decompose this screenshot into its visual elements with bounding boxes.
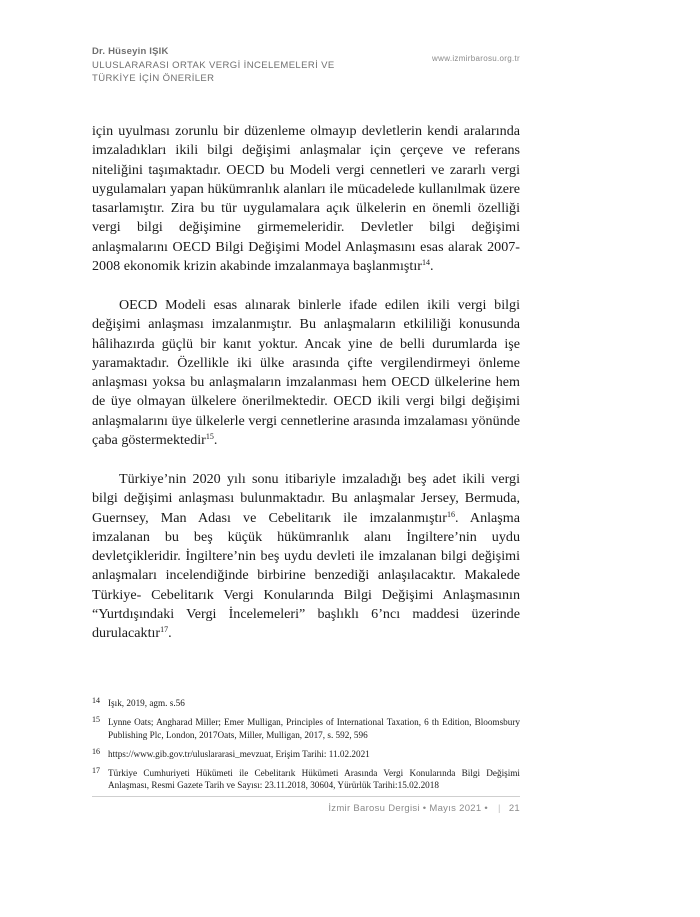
article-title-line-1: ULUSLARARASI ORTAK VERGİ İNCELEMELERİ VE (92, 60, 335, 71)
paragraph-3: Türkiye’nin 2020 yılı sonu itibariyle imzaladığı beş adet ikili vergi bilgi değişimi anlaşması bulunmaktadır. Bu anlaşmalar Jersey, Bermuda, Guernsey, Man Adası ve Cebelitarık ile imzalanmıştır$^{16}$. Anlaşma imzalanan bu beş küçük hükümranlık alanı İngiltere’nin uydu devletçikleridir. İngiltere’nin beş uydu devleti ile imzalanan bilgi değişimi anlaşmaları incelendiğinde birbirine benzediği anlaşılacaktır. Makalede Türkiye- Cebelitarık Vergi Konularında Bilgi Değişimi Anlaşmasının “Yurtdışındaki Vergi İncelemeleri” başlıklı 6’ncı maddesi üzerinde durulacaktır$^{17}$. (92, 470, 520, 642)
journal-name: İzmir Barosu Dergisi • Mayıs 2021 • (328, 803, 489, 814)
paragraph-2: OECD Modeli esas alınarak binlerle ifade edilen ikili vergi bilgi değişimi anlaşması imzalanmıştır. Bu anlaşmaların etkililiği konusunda hâlihazırda güçlü bir kanıt yoktur. Ancak yine de belli durumlarda işe yaramaktadır. Özellikle iki ülke arasında çifte vergilendirmeyi önleme anlaşması yoksa bu anlaşmaların imzalanması hem OECD ülkelerine hem de üye olmayan ülkelere önerilmektedir. OECD ikili vergi bilgi değişimi anlaşmalarını üye ülkelerle vergi cennetlerine arasında imzalaması yönünde çaba göstermektedir$^{15}$. (92, 296, 520, 449)
footer-separator: | (498, 803, 501, 814)
footnotes (92, 697, 520, 798)
page-number: 21 (508, 803, 520, 814)
footnote-number: 17 (92, 765, 100, 775)
footnote-text: Işık, 2019, agm. s.56 (108, 698, 185, 708)
footnote-text: https://www.gib.gov.tr/uluslararasi_mevzuat, Erişim Tarihi: 11.02.2021 (108, 748, 370, 759)
paragraph-text: OECD Modeli esas alınarak binlerle ifade edilen ikili vergi bilgi değişimi anlaşması imzalanmıştır. Bu anlaşmaların etkililiği konusunda hâlihazırda güçlü bir kanıt yoktur. Ancak yine de belli durumlarda işe yaramaktadır. Özellikle iki ülke arasında çifte vergilendirmeyi önleme anlaşması yoksa bu anlaşmaların imzalanması hem OECD ülkelerine hem de üye olmayan ülkelere önerilmektedir. OECD ikili vergi bilgi değişimi anlaşmalarını üye ülkelerle vergi cennetlerine arasında imzalaması yönünde çaba göstermektedir (92, 296, 520, 449)
paragraph-text: . Anlaşma imzalanan bu beş küçük hükümranlık alanı İngiltere’nin uydu devletçikleridir. İngiltere’nin beş uydu devleti ile imzalanan bilgi değişimi anlaşmaları incelendiğinde birbirine benzediği anlaşılacaktır. Makalede Türkiye- Cebelitarık Vergi Konularında Bilgi Değişimi Anlaşmasının “Yurtdışındaki Vergi İncelemeleri” başlıklı 6’ncı maddesi üzerinde durulacaktır (92, 509, 520, 642)
footnote-number: 16 (92, 746, 100, 756)
article-title-line-2: TÜRKİYE İÇİN ÖNERİLER (92, 73, 215, 84)
paragraph-text: Türkiye’nin 2020 yılı sonu itibariyle imzaladığı beş adet ikili vergi bilgi değişimi anlaşması bulunmaktadır. Bu anlaşmalar Jersey, Bermuda, Guernsey, Man Adası ve Cebelitarık ile imzalanmıştır (92, 470, 520, 526)
paragraph-1: için uyulması zorunlu bir düzenleme olmayıp devletlerin kendi aralarında imzaladıkları ikili bilgi değişimi anlaşmalar için çerçeve ve referans niteliğini taşımaktadır. OECD bu Modeli vergi cennetleri ve zararlı vergi uygulamaları yapan hükümranlık alanları ile mücadelede kullanılmak üzere tasarlamıştır. Zira bu tür uygulamalara açık ülkelerin en önemli özelliği vergi bilgi değişimine girmemeleridir. Devletler bilgi değişimi anlaşmalarını OECD Bilgi Değişimi Model Anlaşmasını esas alarak 2007-2008 ekonomik krizin akabinde imzalanmaya başlanmıştır$^{14}$. (92, 123, 520, 275)
footnote-ref: 17 (160, 625, 169, 635)
footnote (92, 767, 520, 792)
footnote-ref: 16 (446, 509, 455, 519)
running-header (92, 46, 412, 85)
paragraph-text: için uyulması zorunlu bir düzenleme olmayıp devletlerin kendi aralarında imzaladıkları ikili bilgi değişimi anlaşmalar için çerçeve ve referans niteliğini taşımaktadır. OECD bu Modeli vergi cennetleri ve zararlı vergi uygulamaları yapan hükümranlık alanları ile mücadelede kullanılmak üzere tasarlamıştır. Zira bu tür uygulamalara açık ülkelerin en önemli özelliği vergi bilgi değişimine girmemeleridir. Devletler bilgi değişimi anlaşmalarını OECD Bilgi Değişimi Model Anlaşmasını esas alarak 2007-2008 ekonomik krizin akabinde imzalanmaya başlanmıştır (92, 123, 520, 275)
author-name: Dr. Hüseyin IŞIK (92, 46, 169, 57)
footnote-text: Lynne Oats; Angharad Miller; Emer Mulligan, Principles of International Taxation, 6 th Edition, Bloomsbury Publishing Plc, London, 2017Oats, Miller, Mulligan, 2017, s. 592, 596 (108, 717, 520, 740)
footnote-text: Türkiye Cumhuriyeti Hükümeti ile Cebelitarık Hükümeti Arasında Vergi Konularında Bilgi Değişimi Anlaşması, Resmi Gazete Tarih ve Sayısı: 23.11.2018, 30604, Yürürlük Tarihi:15.02.2018 (108, 767, 520, 790)
footnote (92, 748, 520, 761)
site-url: www.izmirbarosu.org.tr (432, 54, 520, 63)
body-text (92, 122, 520, 663)
footnote-number: 15 (92, 715, 100, 724)
article-title (92, 59, 412, 85)
footnote-ref: 15 (205, 432, 214, 442)
footnote-ref: 14 (421, 258, 430, 268)
footnote-number: 14 (92, 696, 100, 705)
footer-rule (92, 796, 520, 797)
page-footer (328, 803, 520, 814)
footnote (92, 697, 520, 710)
footnote (92, 716, 520, 741)
